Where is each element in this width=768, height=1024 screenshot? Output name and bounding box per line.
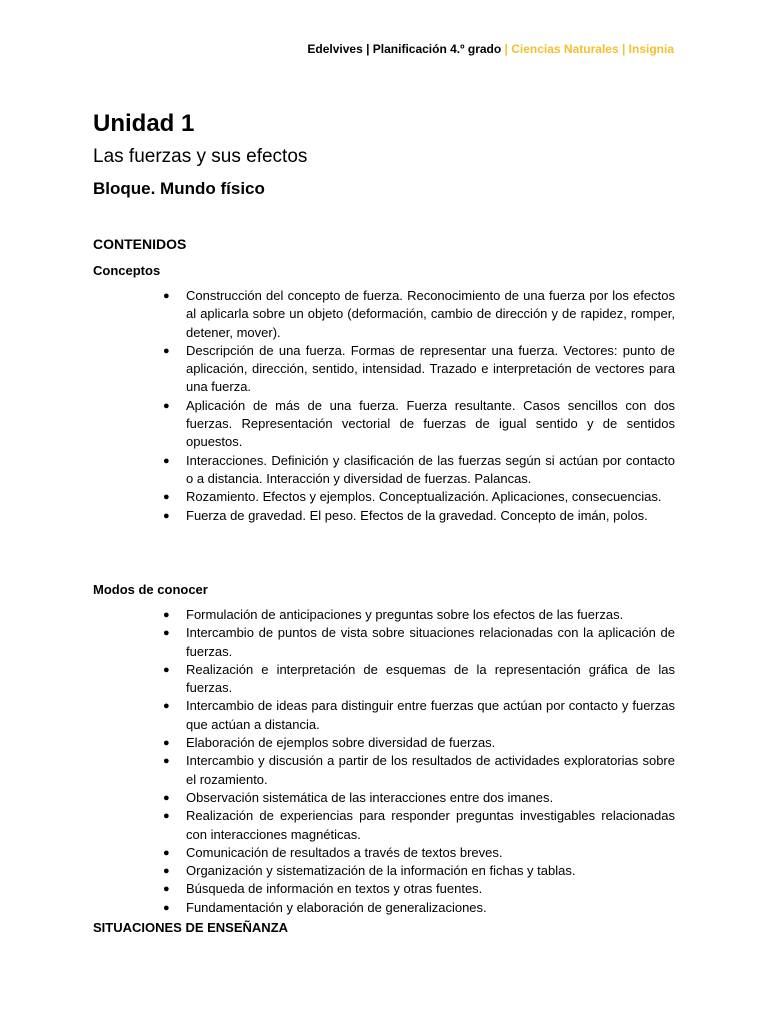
- modos-heading: Modos de conocer: [93, 582, 208, 597]
- list-item: [160, 789, 675, 807]
- list-item-text: Realización de experiencias para responder preguntas investigables relacionadas con interacciones magnéticas.: [186, 808, 675, 842]
- header-separator: |: [618, 42, 629, 56]
- list-item-text: Realización e interpretación de esquemas de la representación gráfica de las fuerzas.: [186, 661, 675, 696]
- list-item: [160, 862, 675, 880]
- bullet-icon: ●: [163, 344, 170, 357]
- contenidos-heading: CONTENIDOS: [93, 236, 187, 252]
- list-item: [160, 844, 675, 862]
- bullet-icon: ●: [163, 865, 170, 878]
- list-item-text: Fuerza de gravedad. El peso. Efectos de la gravedad. Concepto de imán, polos.: [186, 507, 648, 523]
- list-item-text: Rozamiento. Efectos y ejemplos. Conceptualización. Aplicaciones, consecuencias.: [186, 489, 662, 505]
- list-item-text: Intercambio de ideas para distinguir entre fuerzas que actúan por contacto y fuerzas que actúan a distancia.: [186, 698, 675, 732]
- list-item: [160, 734, 675, 752]
- header-separator: |: [501, 42, 512, 56]
- list-item: [160, 342, 675, 397]
- bullet-icon: ●: [163, 491, 170, 504]
- list-item-text: Interacciones. Definición y clasificación de las fuerzas según si actúan por contacto o a distancia. Interacción y diversidad de fuerzas. Palancas.: [186, 452, 675, 486]
- header-series: Insignia: [628, 42, 674, 56]
- list-item: [160, 606, 675, 624]
- bullet-icon: ●: [163, 810, 170, 823]
- bullet-icon: ●: [163, 663, 170, 676]
- page-header: [307, 42, 674, 56]
- list-item: [160, 661, 675, 698]
- unit-subtitle: Las fuerzas y sus efectos: [93, 146, 308, 167]
- list-item: [160, 452, 675, 489]
- header-subject: Ciencias Naturales: [511, 42, 619, 56]
- list-item-text: Elaboración de ejemplos sobre diversidad de fuerzas.: [186, 735, 496, 751]
- header-separator: |: [362, 42, 373, 56]
- list-item-text: Construcción del concepto de fuerza. Reconocimiento de una fuerza por los efectos al aplicarla sobre un objeto (deformación, cambio de dirección y de rapidez, romper, detener, mover).: [186, 288, 675, 340]
- bullet-icon: ●: [163, 290, 170, 302]
- bullet-icon: ●: [163, 791, 170, 804]
- unit-title: Unidad 1: [93, 110, 195, 137]
- bullet-icon: ●: [163, 901, 170, 914]
- situaciones-heading: SITUACIONES DE ENSEÑANZA: [93, 920, 289, 935]
- list-item-text: Formulación de anticipaciones y preguntas sobre los efectos de las fuerzas.: [186, 607, 624, 622]
- list-item: [160, 807, 675, 844]
- list-item: [160, 287, 675, 342]
- list-item: [160, 397, 675, 452]
- list-item: [160, 697, 675, 734]
- list-item-text: Aplicación de más de una fuerza. Fuerza resultante. Casos sencillos con dos fuerzas. Representación vectorial de fuerzas de igual sentido y de sentidos opuestos.: [186, 397, 675, 450]
- header-plan: Planificación 4.º grado: [372, 42, 502, 56]
- header-publisher: Edelvives: [307, 42, 363, 56]
- bullet-icon: ●: [163, 737, 170, 750]
- bullet-icon: ●: [163, 883, 170, 896]
- bullet-icon: ●: [163, 846, 170, 859]
- list-item: [160, 880, 675, 898]
- list-item-text: Organización y sistematización de la información en fichas y tablas.: [186, 863, 576, 879]
- list-item-text: Intercambio de puntos de vista sobre situaciones relacionadas con la aplicación de fuerzas.: [186, 625, 675, 659]
- list-item: [160, 488, 675, 506]
- list-item: [160, 507, 675, 525]
- list-item-text: Intercambio y discusión a partir de los resultados de actividades exploratorias sobre el rozamiento.: [186, 753, 675, 787]
- bullet-icon: ●: [163, 627, 170, 640]
- modos-list: [160, 606, 675, 917]
- list-item-text: Fundamentación y elaboración de generalizaciones.: [186, 899, 487, 915]
- bullet-icon: ●: [163, 609, 170, 621]
- list-item: [160, 624, 675, 661]
- bullet-icon: ●: [163, 509, 170, 522]
- bullet-icon: ●: [163, 755, 170, 768]
- list-item-text: Descripción de una fuerza. Formas de representar una fuerza. Vectores: punto de aplicación, dirección, sentido, intensidad. Trazado e interpretación de vectores para una fuerza.: [186, 342, 675, 395]
- bullet-icon: ●: [163, 454, 170, 467]
- bullet-icon: ●: [163, 399, 170, 412]
- bullet-icon: ●: [163, 700, 170, 713]
- list-item-text: Comunicación de resultados a través de textos breves.: [186, 844, 503, 860]
- conceptos-heading: Conceptos: [93, 263, 161, 278]
- list-item: [160, 899, 675, 917]
- block-title: Bloque. Mundo físico: [93, 179, 265, 198]
- list-item-text: Observación sistemática de las interacciones entre dos imanes.: [186, 789, 554, 805]
- list-item: [160, 752, 675, 789]
- list-item-text: Búsqueda de información en textos y otras fuentes.: [186, 881, 483, 897]
- conceptos-list: [160, 287, 675, 525]
